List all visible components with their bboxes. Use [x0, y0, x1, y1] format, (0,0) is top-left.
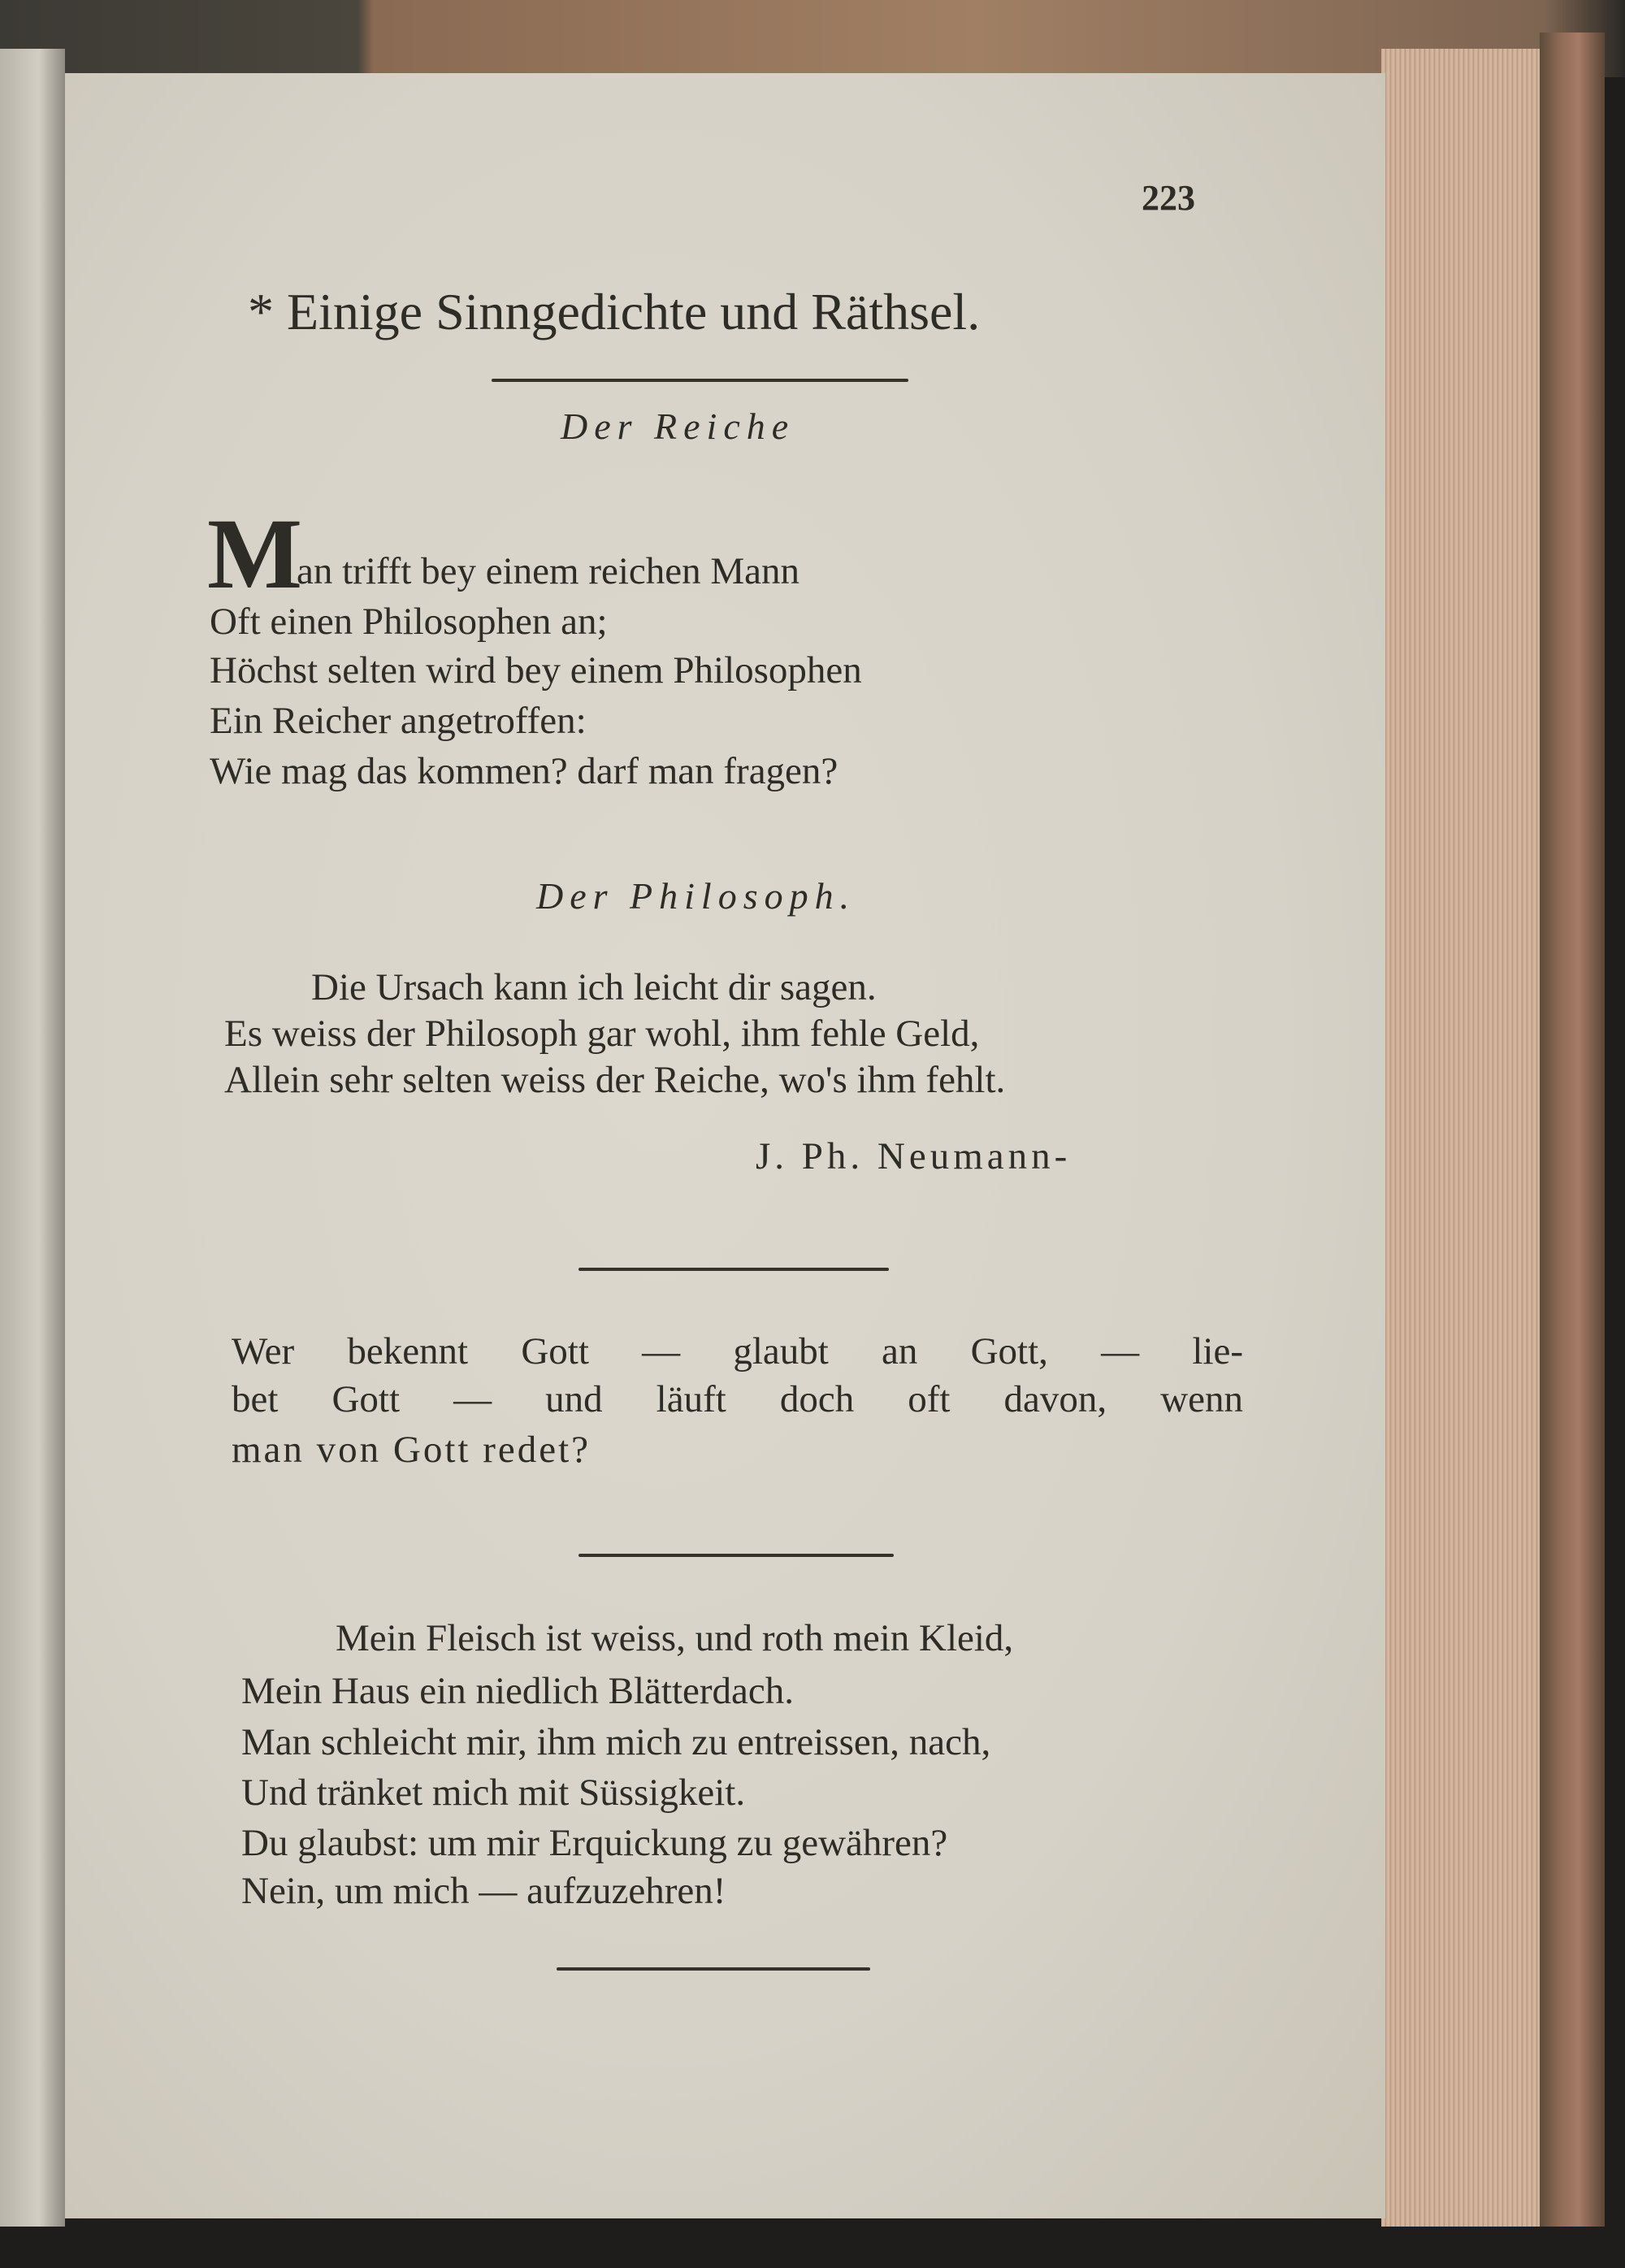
riddle-line: Du glaubst: um mir Erquickung zu gewähren? — [241, 1822, 948, 1864]
poem-line: Oft einen Philosophen an; — [210, 601, 608, 643]
riddle-line: Wer bekennt Gott — glaubt an Gott, — lie- — [232, 1330, 1243, 1373]
poem-heading: Der Philosoph. — [536, 875, 856, 917]
page-edges — [1381, 49, 1544, 2227]
poem-line: Ein Reicher angetroffen: — [210, 700, 587, 742]
poem-line: an trifft bey einem reichen Mann — [297, 550, 800, 592]
divider-rule — [492, 379, 908, 382]
poem-line: Wie mag das kommen? darf man fragen? — [210, 750, 838, 792]
riddle-line: Und tränket mich mit Süssigkeit. — [241, 1771, 746, 1814]
riddle-line: Man schleicht mir, ihm mich zu entreissen, nach, — [241, 1721, 991, 1763]
riddle-line: Mein Fleisch ist weiss, und roth mein Kleid, — [336, 1617, 1014, 1659]
poem-line: Allein sehr selten weiss der Reiche, wo's ihm fehlt. — [224, 1059, 1006, 1101]
poem-line: Höchst selten wird bey einem Philosophen — [210, 649, 862, 692]
poem-heading: Der Reiche — [561, 405, 795, 447]
poem-line: Es weiss der Philosoph gar wohl, ihm fehle Geld, — [224, 1013, 980, 1055]
divider-rule — [578, 1554, 894, 1557]
riddle-line: bet Gott — und läuft doch oft davon, wenn — [232, 1378, 1243, 1420]
author-signature: J. Ph. Neumann- — [756, 1135, 1072, 1177]
book-cover — [1540, 33, 1605, 2227]
page-number: 223 — [1142, 178, 1195, 218]
left-page-edge — [0, 49, 65, 2227]
riddle-line: Nein, um mich — aufzuzehren! — [241, 1870, 726, 1912]
section-title: * Einige Sinngedichte und Räthsel. — [248, 283, 981, 340]
divider-rule — [557, 1967, 870, 1971]
drop-cap: M — [207, 498, 303, 609]
riddle-line: Mein Haus ein niedlich Blätterdach. — [241, 1670, 794, 1712]
riddle-line: man von Gott redet? — [232, 1429, 592, 1471]
poem-line: Die Ursach kann ich leicht dir sagen. — [311, 966, 877, 1008]
divider-rule — [578, 1268, 889, 1271]
